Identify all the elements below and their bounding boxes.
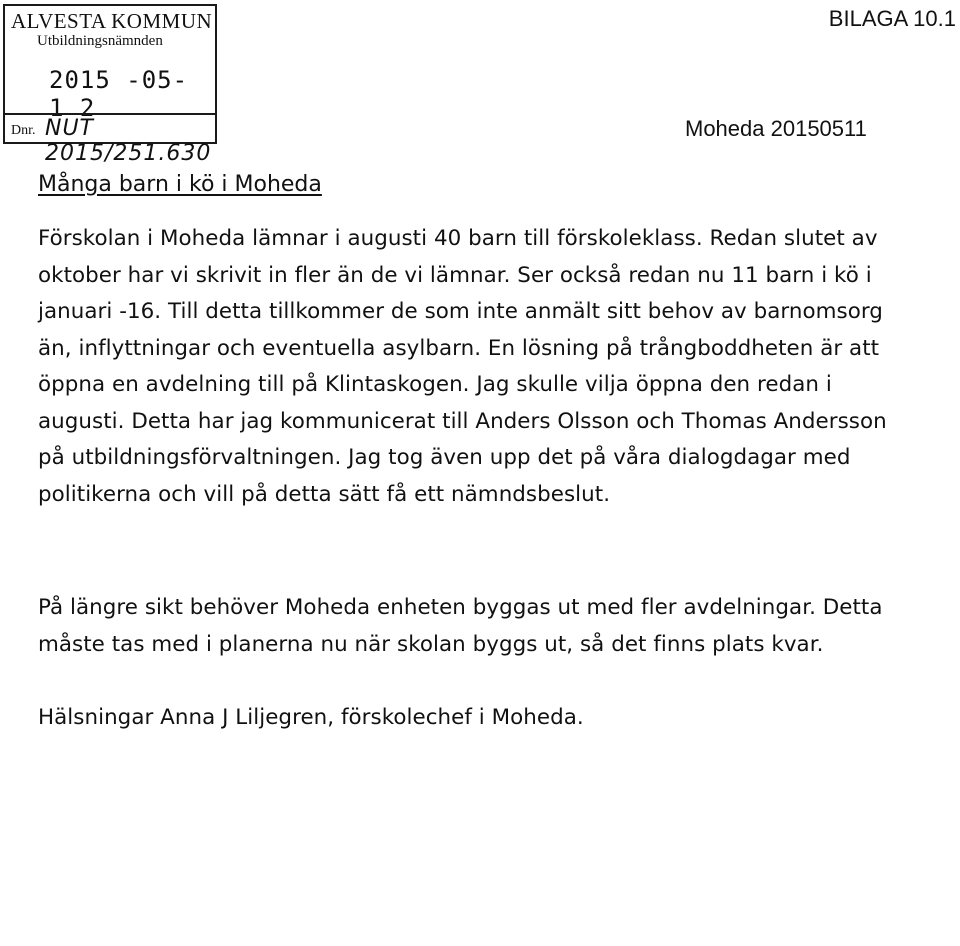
- paragraph-long-term: På längre sikt behöver Moheda enheten byggas ut med fler avdelningar. Detta måste tas med i planerna nu när skolan byggs ut, så det finns plats kvar.: [38, 595, 883, 657]
- stamp-organization: ALVESTA KOMMUN: [11, 9, 213, 33]
- stamp-dnr-label: Dnr.: [11, 123, 36, 138]
- stamp-divider: [5, 113, 215, 115]
- paragraph-main: Förskolan i Moheda lämnar i augusti 40 barn till förskoleklass. Redan slutet av oktober har vi skrivit in fler än de vi lämnar. Ser också redan nu 11 barn i kö i januari -16. Till detta tillkommer de som inte anmält sitt behov av barnomsorg än, inflyttningar och eventuella asylbarn. En lösning på trångboddheten är att öppna en avdelning till på Klintaskogen. Jag skulle vilja öppna den redan i augusti. Detta har jag kommunicerat till Anders Olsson och Thomas Andersson på utbildningsförvaltningen. Jag tog även upp det på våra dialogdagar med politikerna och vill på detta sätt få ett nämndsbeslut.: [38, 226, 887, 507]
- stamp-unit: Utbildningsnämnden: [37, 33, 163, 49]
- paragraph-signature: Hälsningar Anna J Liljegren, förskolechef i Moheda.: [38, 705, 584, 730]
- registration-stamp: [3, 4, 217, 166]
- stamp-received-date: 2015 -05- 1 2: [49, 66, 189, 122]
- appendix-label: BILAGA 10.1: [828, 6, 956, 31]
- document-title: Många barn i kö i Moheda: [38, 172, 322, 197]
- place-date: Moheda 20150511: [685, 116, 867, 141]
- stamp-dnr-value: NUT 2015/251.630: [45, 116, 212, 166]
